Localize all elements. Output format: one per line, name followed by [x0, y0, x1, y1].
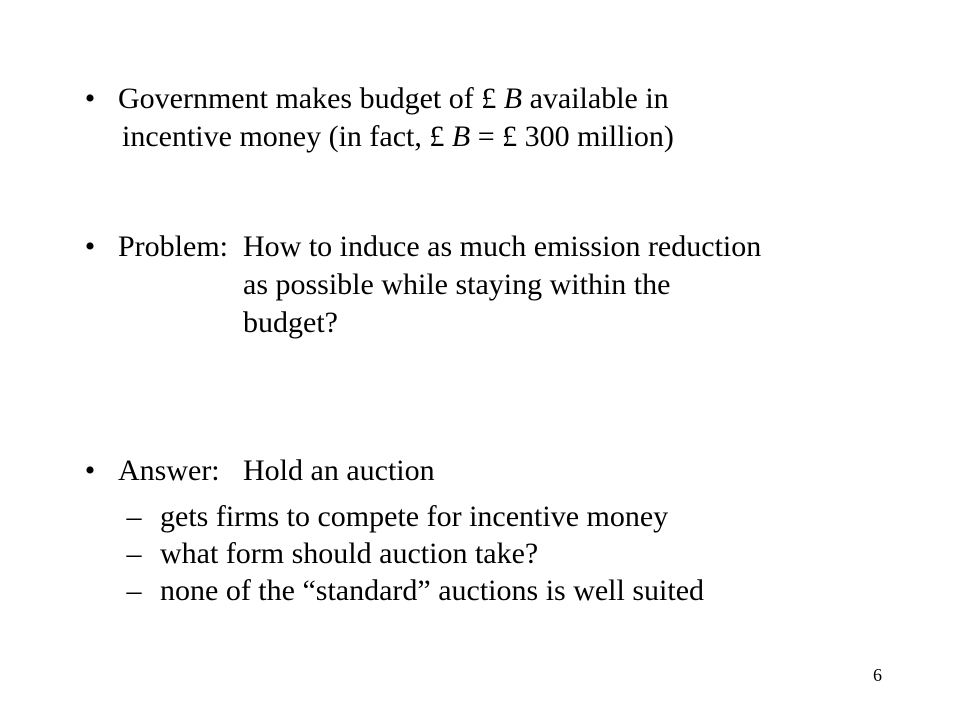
slide-number: 6 [873, 665, 882, 685]
answer-line-1: Hold an auction [243, 454, 435, 487]
answer-subitem: gets firms to compete for incentive money [160, 500, 669, 533]
problem-line-1: How to induce as much emission reduction [243, 230, 762, 263]
budget-line-1: Government makes budget of £ B available in [118, 82, 669, 115]
problem-label: Problem: [118, 230, 228, 263]
problem-line-3: budget? [243, 306, 338, 339]
bullet-marker: • [84, 454, 96, 487]
bullet-marker: • [84, 230, 96, 263]
problem-line-2: as possible while staying within the [243, 268, 671, 301]
answer-subitem: what form should auction take? [160, 537, 539, 570]
budget-line-2: incentive money (in fact, £ B = £ 300 million) [122, 120, 674, 153]
dash-marker: – [126, 537, 142, 570]
answer-label: Answer: [118, 454, 220, 487]
dash-marker: – [126, 574, 142, 607]
dash-marker: – [126, 500, 142, 533]
answer-subitem: none of the “standard” auctions is well suited [160, 574, 705, 607]
bullet-marker: • [84, 82, 96, 115]
